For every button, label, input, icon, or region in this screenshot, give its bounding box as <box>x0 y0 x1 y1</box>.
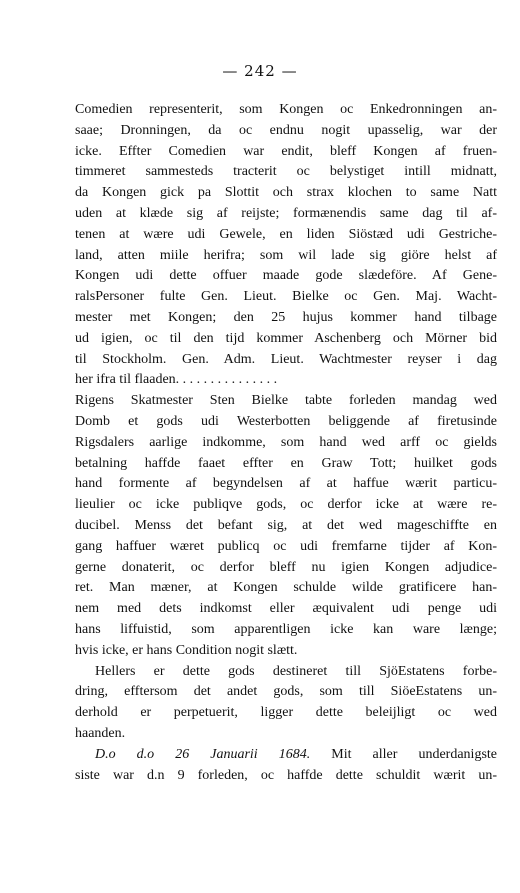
text-line: ret. Man mæner, at Kongen schulde wilde gratificere han- <box>75 580 497 596</box>
text-line: timmeret sammesteds tracterit oc belystiget intill midnatt, <box>75 164 497 180</box>
text-line: da Kongen gick pa Slottit och strax klochen to same Natt <box>75 185 497 201</box>
text-line: derhold er perpetuerit, ligger dette beleijligt oc wed <box>75 705 497 721</box>
paragraph <box>75 391 497 661</box>
text-line: her ifra til flaaden. . . . . . . . . . . . . . . <box>75 372 278 388</box>
text-line: uden at klæde sig af reijste; formænendis same dag til af- <box>75 205 497 221</box>
text-line: ralsPersoner fulte Gen. Lieut. Bielke oc Gen. Maj. Wacht- <box>75 289 497 305</box>
text-line: dring, efftersom det andet gods, som till SiöeEstatens un- <box>75 684 497 700</box>
text-line: haanden. <box>75 725 126 741</box>
paragraphs <box>75 100 497 745</box>
text-line: ud igien, oc til den tijd kommer Aschenberg och Mörner bid <box>75 330 497 346</box>
text-line: gerne donaterit, oc derfor bleff nu igien Kongen adjudice- <box>75 559 497 575</box>
text-line: ducibel. Menss det befant sig, at det wed mageschiffte en <box>75 517 497 533</box>
text-line: hvis icke, er hans Condition nogit slætt. <box>75 642 298 658</box>
dateline-text: Mit aller underdanigste <box>331 746 497 762</box>
text-line: tenen at wære udi Gewele, en liden Siöstæd udi Gestriche- <box>75 226 497 242</box>
paragraph <box>75 662 497 745</box>
text-line: til Stockholm. Gen. Adm. Lieut. Wachtmester reyser i dag <box>75 351 497 367</box>
text-line: hans liffuistid, som apparentligen icke kan ware længe; <box>75 621 497 637</box>
text-line: Domb et gods udi Westerbotten beliggende af firetusinde <box>75 413 497 429</box>
text-line <box>75 745 497 766</box>
text-line: hand formente af begyndelsen af at haffue wærit particu- <box>75 476 497 492</box>
text-line: icke. Effter Comedien war endit, bleff Kongen af fruen- <box>75 143 497 159</box>
dateline-paragraph <box>75 745 497 787</box>
text-line: lieulier oc icke publiqve gods, oc derfor icke at wære re- <box>75 497 497 513</box>
text-line: Hellers er dette gods destineret till SjöEstatens forbe- <box>95 663 497 679</box>
paragraph <box>75 100 497 391</box>
text-line: land, atten miile herifra; som wil lade sig giöre helst af <box>75 247 497 263</box>
text-line: mester met Kongen; den 25 hujus kommer hand tilbage <box>75 309 497 325</box>
text-line: siste war d.n 9 forleden, oc haffde dette schuldit wærit un- <box>75 767 497 783</box>
text-line: gang haffuer wæret publicq oc udi fremfarne tijder af Kon- <box>75 538 497 554</box>
text-line: Rigens Skatmester Sten Bielke tabte forleden mandag wed <box>75 393 497 409</box>
text-line: saae; Dronningen, da oc endnu nogit upasselig, war der <box>75 122 497 138</box>
text-line: betalning haffde faaet effter en Graw Tott; huilket gods <box>75 455 497 471</box>
text-line: Comedien representerit, som Kongen oc Enkedronningen an- <box>75 102 497 117</box>
text-line: Rigsdalers aarlige indkomme, som hand wed arff oc gields <box>75 434 497 450</box>
page-number: — 242 — <box>222 62 298 80</box>
text-line: nem med dets indkomst eller æquivalent udi penge udi <box>75 601 497 617</box>
dateline-date: D.o d.o 26 Januarii 1684. <box>95 746 311 762</box>
text-line: Kongen udi dette offuer maade gode slædeföre. Af Gene- <box>75 268 497 284</box>
body-text <box>75 100 497 786</box>
